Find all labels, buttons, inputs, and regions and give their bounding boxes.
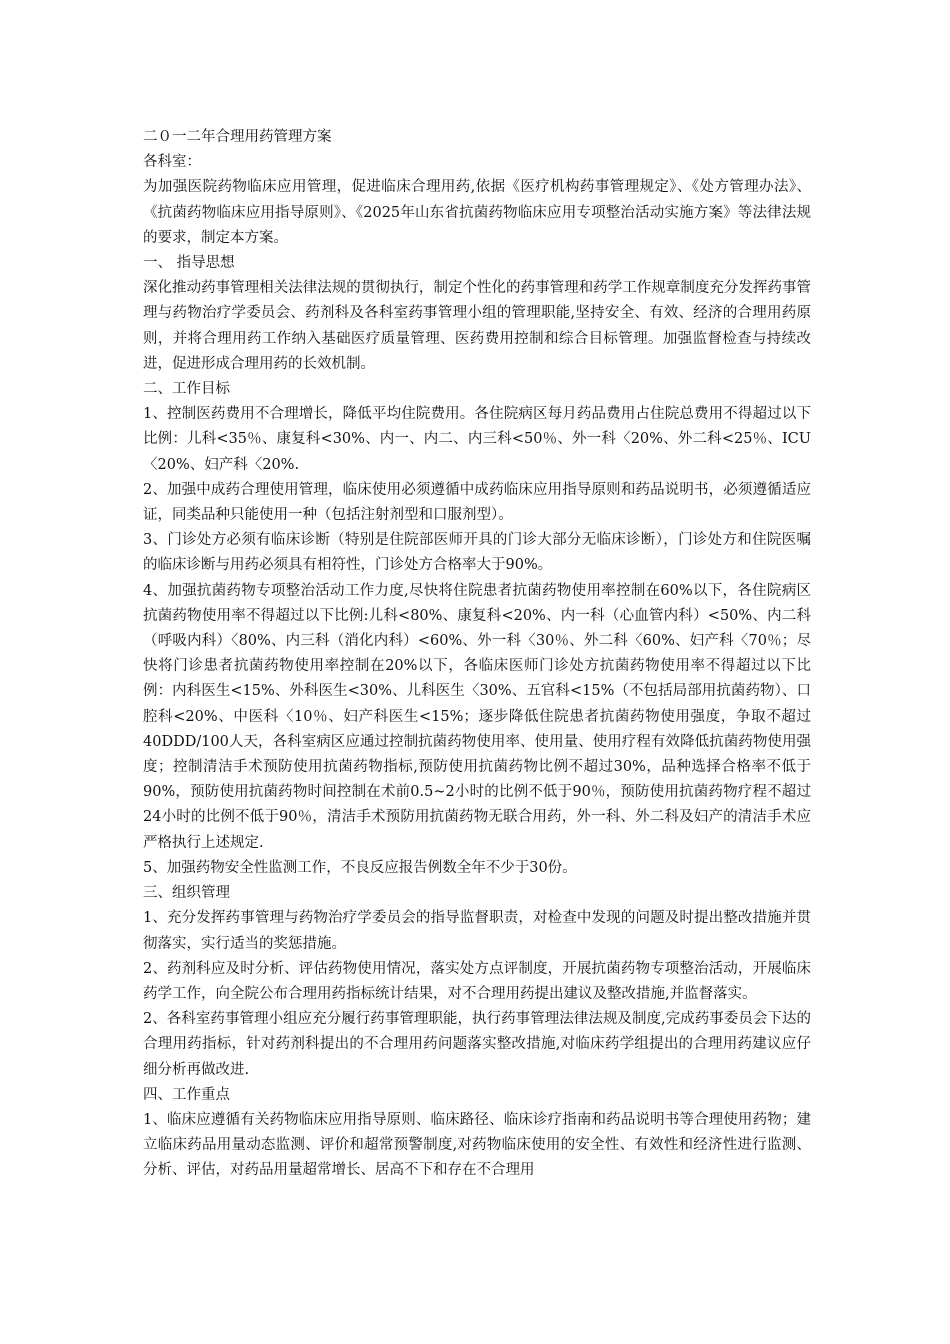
paragraph: 3、门诊处方必须有临床诊断（特别是住院部医师开具的门诊大部分无临床诊断），门诊处方和住院医嘱的临床诊断与用药必须具有相符性，门诊处方合格率大于90%。	[143, 532, 811, 574]
paragraph: 1、充分发挥药事管理与药物治疗学委员会的指导监督职责，对检查中发现的问题及时提出整改措施并贯彻落实，实行适当的奖惩措施。	[143, 910, 811, 952]
section-heading-key-work: 四、工作重点	[143, 1086, 230, 1103]
salutation: 各科室：	[143, 154, 201, 171]
paragraph: 2、药剂科应及时分析、评估药物使用情况，落实处方点评制度，开展抗菌药物专项整治活动，开展临床药学工作，向全院公布合理用药指标统计结果，对不合理用药提出建议及整改措施,并监督落实。	[143, 960, 811, 1002]
document-page	[143, 125, 811, 1184]
section-heading-work-goals: 二、工作目标	[143, 381, 230, 398]
paragraph: 4、加强抗菌药物专项整治活动工作力度,尽快将住院患者抗菌药物使用率控制在60%以下，各住院病区抗菌药物使用率不得超过以下比例:儿科<80%、康复科<20%、内一科（心血管内科）<50%、内二科（呼吸内科）〈80%、内三科（消化内科）<60%、外一科〈30％、外二科〈60%、妇产科〈70％；尽快将门诊患者抗菌药物使用率控制在20%以下，各临床医师门诊处方抗菌药物使用率不得超过以下比例：内科医生<15%、外科医生<30%、儿科医生〈30%、五官科<15%（不包括局部用抗菌药物）、口腔科<20%、中医科〈10％、妇产科医生<15%；逐步降低住院患者抗菌药物使用强度，争取不超过40DDD/100人天，各科室病区应通过控制抗菌药物使用率、使用量、使用疗程有效降低抗菌药物使用强度；控制清洁手术预防使用抗菌药物指标,预防使用抗菌药物比例不超过30%，品种选择合格率不低于90%，预防使用抗菌药物时间控制在术前0.5~2小时的比例不低于90％，预防使用抗菌药物疗程不超过24小时的比例不低于90％，清洁手术预防用抗菌药物无联合用药，外一科、外二科及妇产的清洁手术应严格执行上述规定.	[143, 582, 811, 851]
intro-paragraph: 为加强医院药物临床应用管理，促进临床合理用药,依据《医疗机构药事管理规定》、《处方管理办法》、《抗菌药物临床应用指导原则》、《2025年山东省抗菌药物临床应用专项整治活动实施方案》等法律法规的要求，制定本方案。	[143, 179, 811, 246]
paragraph: 深化推动药事管理相关法律法规的贯彻执行，制定个性化的药事管理和药学工作规章制度充分发挥药事管理与药物治疗学委员会、药剂科及各科室药事管理小组的管理职能,坚持安全、有效、经济的合理用药原则，并将合理用药工作纳入基础医疗质量管理、医药费用控制和综合目标管理。加强监督检查与持续改进，促进形成合理用药的长效机制。	[143, 280, 811, 372]
paragraph: 1、控制医药费用不合理增长，降低平均住院费用。各住院病区每月药品费用占住院总费用不得超过以下比例：儿科<35％、康复科<30%、内一、内二、内三科<50％、外一科〈20%、外二科<25％、ICU〈20%、妇产科〈20%.	[143, 406, 811, 473]
paragraph: 1、临床应遵循有关药物临床应用指导原则、临床路径、临床诊疗指南和药品说明书等合理使用药物；建立临床药品用量动态监测、评价和超常预警制度,对药物临床使用的安全性、有效性和经济性进行监测、分析、评估，对药品用量超常增长、居高不下和存在不合理用	[143, 1111, 811, 1179]
paragraph: 2、各科室药事管理小组应充分履行药事管理职能，执行药事管理法律法规及制度,完成药事委员会下达的合理用药指标，针对药剂科提出的不合理用药问题落实整改措施,对临床药学组提出的合理用药建议应仔细分析再做改进.	[143, 1011, 811, 1078]
section-heading-guiding-principle: 一、 指导思想	[143, 255, 235, 272]
section-heading-organization: 三、组织管理	[143, 885, 230, 902]
document-title: 二０一二年合理用药管理方案	[143, 129, 332, 145]
paragraph: 5、加强药物安全性监测工作，不良反应报告例数全年不少于30份。	[143, 859, 577, 876]
paragraph: 2、加强中成药合理使用管理，临床使用必须遵循中成药临床应用指导原则和药品说明书，必须遵循适应证，同类品种只能使用一种（包括注射剂型和口服剂型）。	[143, 481, 811, 524]
